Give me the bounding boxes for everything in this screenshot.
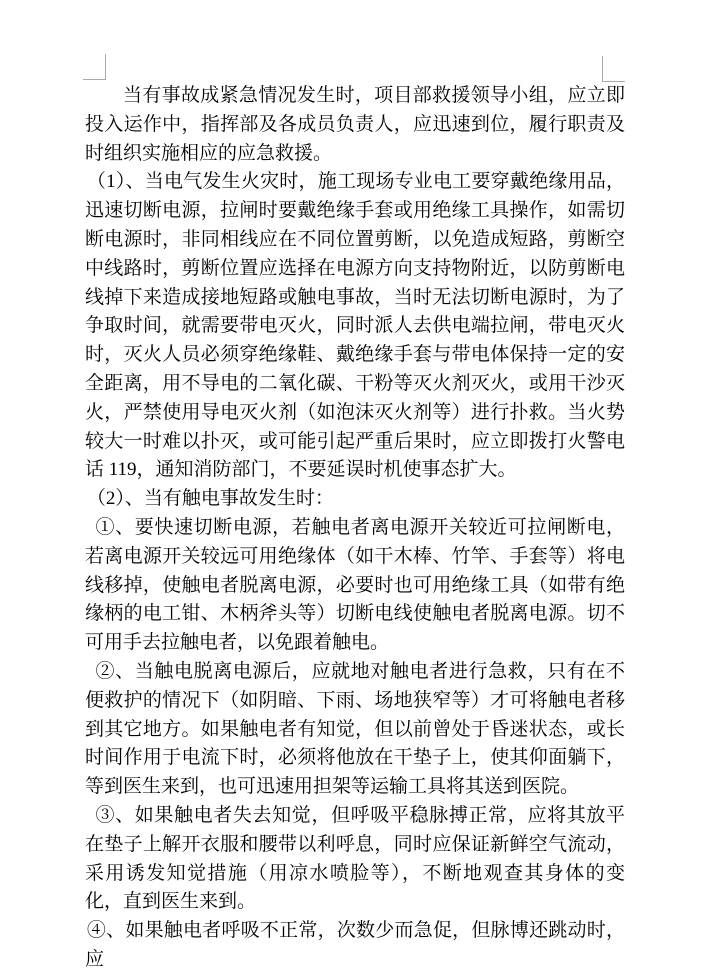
paragraph: 当有事故成紧急情况发生时，项目部救援领导小组，应立即投入运作中，指挥部及各成员负责人，应迅速到位，履行职责及时组织实施相应的应急救援。 [85, 85, 625, 164]
paragraph: （2）、当有触电事故发生时： [86, 488, 334, 510]
document-body[interactable] [85, 82, 625, 975]
paragraph: ④、如果触电者呼吸不正常，次数少而急促，但脉博还跳动时，应 [85, 920, 625, 970]
crop-mark-top-right [602, 56, 625, 82]
paragraph: ③、如果触电者失去知觉，但呼吸平稳脉搏正常，应将其放平在垫子上解开衣服和腰带以利呼息，同时应保证新鲜空气流动，采用诱发知觉措施（用凉水喷脸等），不断地观查其身体的变化，直到医生来到。 [85, 804, 625, 913]
paragraph: （1）、当电气发生火灾时，施工现场专业电工要穿戴绝缘用品，迅速切断电源，拉闸时要戴绝缘手套或用绝缘工具操作，如需切断电源时，非同相线应在不同位置剪断，以免造成短路，剪断空中线路时，剪断位置应选择在电源方向支持物附近，以防剪断电线掉下来造成接地短路或触电事故，当时无法切断电源时，为了争取时间，就需要带电灭火，同时派人去供电端拉闸，带电灭火时，灭火人员必须穿绝缘鞋、戴绝缘手套与带电体保持一定的安全距离，用不导电的二氧化碳、干粉等灭火剂灭火，或用干沙灭火，严禁使用导电灭火剂（如泡沫灭火剂等）进行扑救。当火势较大一时难以扑灭，或可能引起严重后果时，应立即拨打火警电话 119，通知消防部门，不要延误时机使事态扩大。 [85, 171, 625, 481]
paragraph: ②、当触电脱离电源后，应就地对触电者进行急救，只有在不便救护的情况下（如阴暗、下雨、场地狭窄等）才可将触电者移到其它地方。如果触电者有知觉，但以前曾处于昏迷状态，或长时间作用于电流下时，必须将他放在干垫子上，使其仰面躺下，等到医生来到，也可迅速用担架等运输工具将其送到医院。 [85, 660, 625, 798]
crop-mark-top-left [83, 54, 106, 80]
paragraph: ①、要快速切断电源，若触电者离电源开关较近可拉闸断电，若离电源开关较远可用绝缘体（如干木棒、竹竿、手套等）将电线移掉，使触电者脱离电源，必要时也可用绝缘工具（如带有绝缘柄的电工钳、木柄斧头等）切断电线使触电者脱离电源。切不可用手去拉触电者，以免跟着触电。 [85, 516, 625, 654]
